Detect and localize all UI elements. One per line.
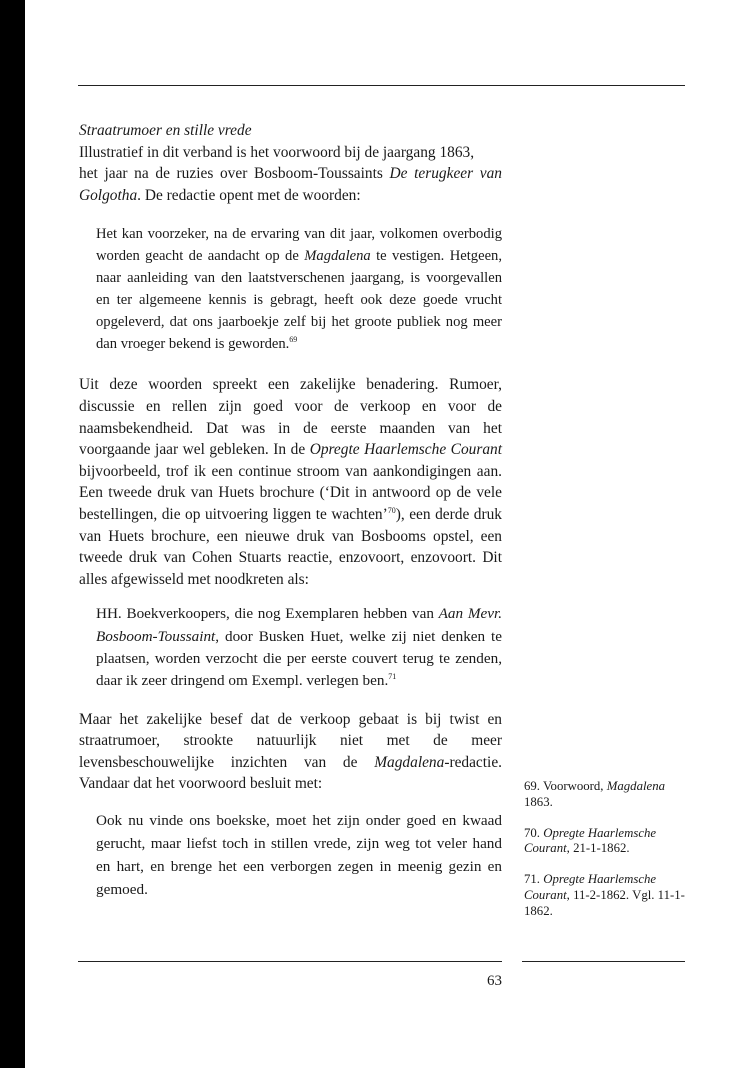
paragraph-1-line-2: het jaar na de ruzies over Bosboom-Toussaints [79, 165, 390, 183]
footnote-71-prefix: 71. [524, 872, 544, 887]
footnote-ref-71: 71 [388, 672, 397, 682]
paragraph-2-text-before: Uit deze woorden spreekt een zakelijke benadering. Rumoer, discussie en rellen zijn goed voor de verkoop en voor de naamsbekendheid. Dat was in de eerste maanden van het voorgaande jaar wel gebleken. In de [79, 376, 502, 459]
paragraph-3-italic: Magdalena [374, 753, 445, 771]
block-quote-3 [79, 809, 502, 901]
footnote-71-italic: Opregte Haarlemsche Courant [524, 872, 657, 902]
footnote-71 [524, 872, 686, 919]
footnote-70-prefix: 70. [524, 825, 544, 840]
footnote-69-prefix: 69. Voorwoord, [524, 779, 607, 793]
header-rule [78, 85, 685, 86]
footnote-ref-69: 69 [289, 335, 298, 345]
paragraph-2-text-middle: bijvoorbeeld, trof ik een continue stroom van aankondigingen aan. Een tweede druk van Huets brochure (‘Dit in antwoord op de vele bestellingen, die op uitvoering liggen te wachten’ [79, 462, 502, 523]
paragraph-2-text-after: ), een derde druk van Huets brochure, een nieuwe druk van Bosbooms opstel, een tweede druk van Cohen Stuarts reactie, enzovoort, enzovoort. Dit alles afgewisseld met noodkreten als: [79, 505, 502, 588]
footnote-69 [524, 779, 686, 811]
main-text-column [79, 120, 502, 901]
footnote-71-suffix: , 11-2-1862. Vgl. 11-1-1862. [524, 887, 685, 918]
quote-3-text: Ook nu vinde ons boekske, moet het zijn onder goed en kwaad gerucht, maar liefst toch in stillen vrede, zijn weg tot veler hand en hart, en brenge het een verborgen zegen in meenig gezin en gemoed. [96, 811, 502, 898]
quote-2-text-before: HH. Boekverkoopers, die nog Exemplaren hebben van [96, 605, 439, 623]
footnote-69-suffix: 1863. [524, 794, 553, 809]
paragraph-1-italic-title: De terugkeer van Golgotha [79, 165, 502, 204]
quote-1-text-before: Het kan voorzeker, na de ervaring van dit jaar, volkomen overbodig worden geacht de aandacht op de [96, 226, 502, 265]
page-number: 63 [487, 973, 502, 989]
quote-2-italic: Aan Mevr. Bosboom-Toussaint [96, 605, 503, 645]
paragraph-1-ending: . De redactie opent met de woorden: [137, 186, 361, 204]
paragraph-3-text-after: -redactie. Vandaar dat het voorwoord besluit met: [79, 753, 502, 793]
footnote-70 [524, 826, 686, 858]
footnote-ref-70: 70 [387, 505, 396, 515]
quote-2-text-after: , door Busken Huet, welke zij niet denken te plaatsen, worden verzocht die per eerste couvert terug te zenden, daar ik zeer dringend om Exempl. verlegen ben. [96, 627, 502, 690]
quote-1-text-after: te vestigen. Hetgeen, naar aanleiding van den laatstverschenen jaargang, is voorgevallen en ter algemeene kennis is gebragt, heeft ook deze goede vrucht opgeleverd, dat ons jaarboekje zelf bij het groote publiek nog meer dan vroeger bekend is geworden. [96, 248, 502, 353]
block-quote-2 [79, 603, 502, 692]
paragraph-2-italic: Opregte Haarlemsche Courant [309, 441, 502, 459]
paragraph-3-text-before: Maar het zakelijke besef dat de verkoop gebaat is bij twist en straatrumoer, strookte natuurlijk niet met de meer levensbeschouwelijke inzichten van de [79, 710, 502, 771]
footnote-70-italic: Opregte Haarlemsche Courant [524, 825, 657, 856]
footer-rule-notes [522, 961, 685, 962]
page-left-edge-bar [0, 0, 25, 1068]
paragraph-1 [79, 142, 502, 207]
footnote-70-suffix: , 21-1-1862. [566, 841, 630, 856]
paragraph-1-line-1: Illustratief in dit verband is het voorwoord bij de jaargang 1863, [79, 143, 475, 161]
footnotes-column [524, 779, 686, 935]
paragraph-2 [79, 374, 502, 590]
quote-1-italic: Magdalena [304, 248, 371, 265]
block-quote-1 [79, 223, 502, 355]
footnote-69-italic: Magdalena [606, 779, 666, 793]
footer-rule-main [78, 961, 502, 962]
paragraph-3 [79, 709, 502, 795]
section-title: Straatrumoer en stille vrede [79, 122, 252, 139]
